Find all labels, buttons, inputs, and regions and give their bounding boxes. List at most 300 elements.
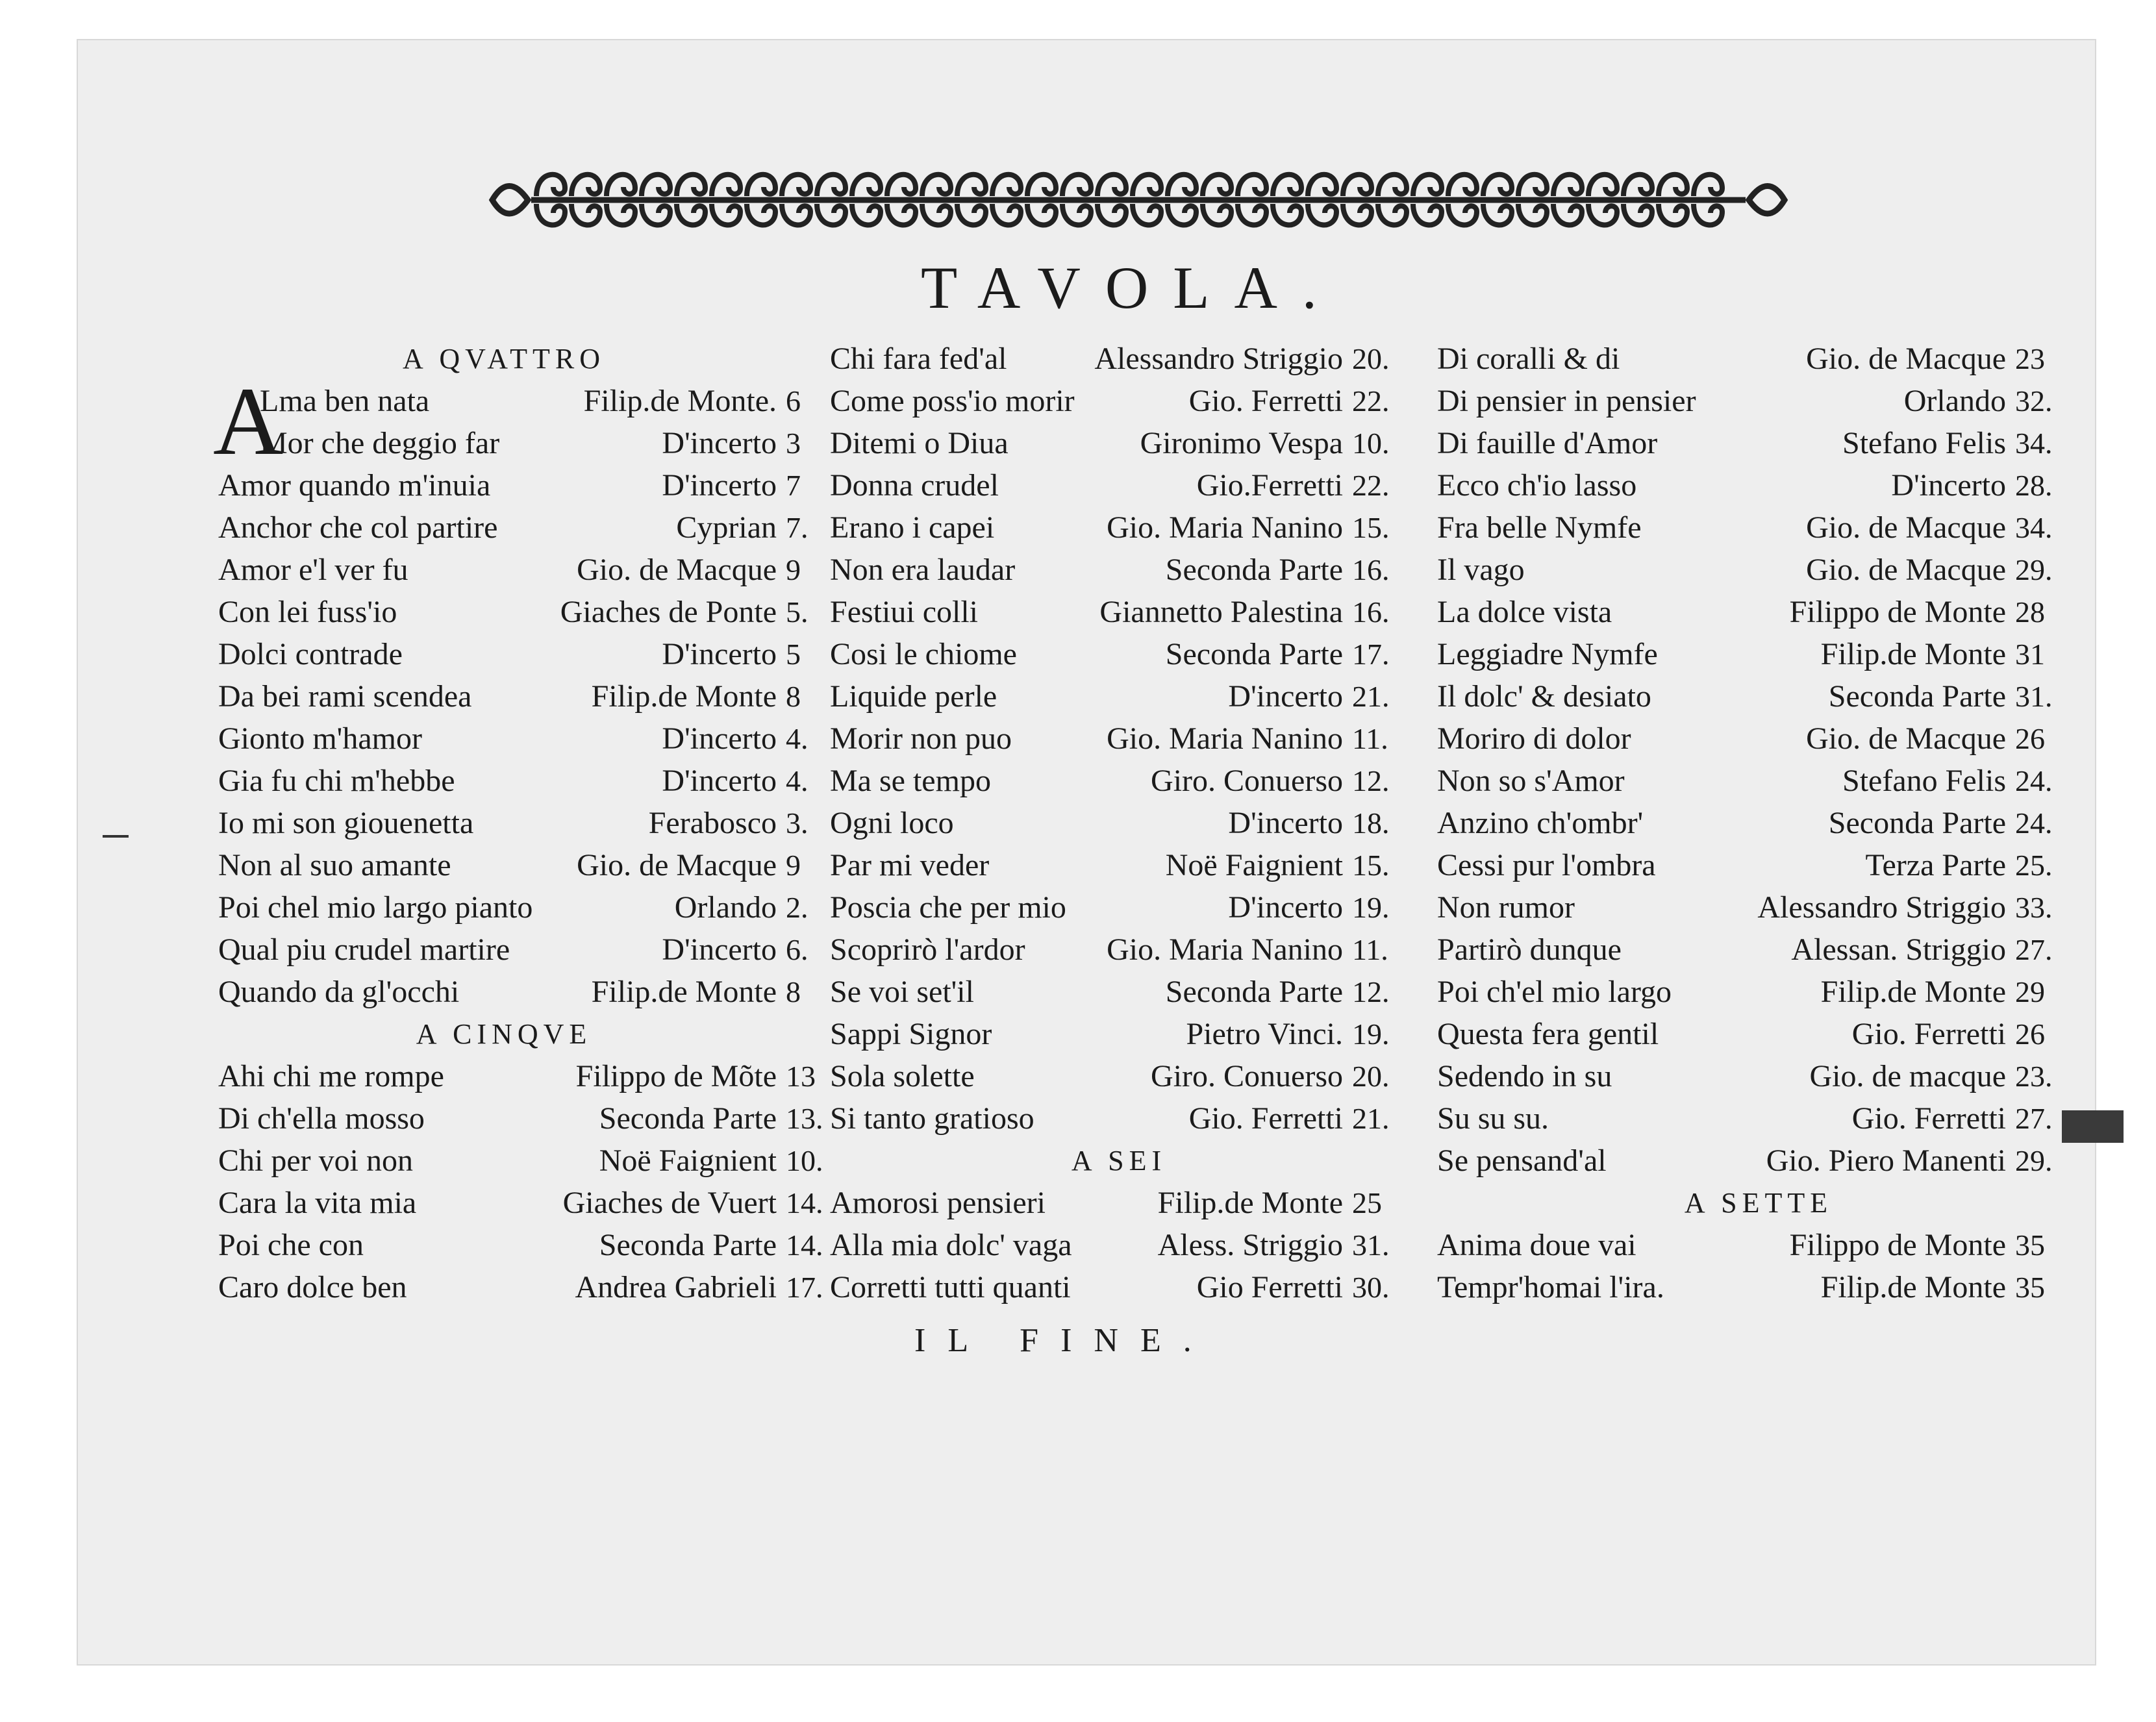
entry-page: 30. <box>1352 1271 1390 1304</box>
entry-composer: Stefano Felis <box>1842 426 2006 460</box>
entry-page: 28 <box>2015 595 2045 629</box>
entry-incipit: Io mi son giouenetta <box>218 806 474 840</box>
entry-composer: Cyprian <box>676 510 777 545</box>
entry-page: 26 <box>2015 1017 2045 1051</box>
entry-page: 35 <box>2015 1229 2045 1262</box>
ornament-scroll <box>1133 175 1161 196</box>
entry-incipit: Sola solette <box>830 1059 975 1093</box>
entry-composer: Gio. Ferretti <box>1851 1101 2006 1136</box>
entry-page: 29 <box>2015 975 2045 1008</box>
table-row <box>218 549 842 591</box>
ornament-scroll <box>782 175 810 196</box>
entry-page: 13 <box>786 1060 816 1093</box>
entry-page: 11. <box>1352 722 1388 755</box>
entry-composer: Andrea Gabrieli <box>575 1270 777 1304</box>
table-row <box>830 1055 1408 1097</box>
entry-incipit: Da bei rami scendea <box>218 679 472 714</box>
entry-incipit: Ditemi o Diua <box>830 426 1009 460</box>
entry-composer: Gio. Ferretti <box>1188 384 1343 418</box>
ornament-scroll <box>1308 175 1336 196</box>
entry-incipit: Gionto m'hamor <box>218 721 422 756</box>
ornament-scroll <box>607 175 635 196</box>
table-row <box>1437 718 2080 760</box>
ornament-scroll <box>1203 204 1231 225</box>
entry-page: 15. <box>1352 849 1390 882</box>
entry-composer: Noë Faignient <box>1165 848 1343 882</box>
entry-composer: Filip.de Monte. <box>583 384 777 418</box>
ornament-scroll <box>677 175 705 196</box>
entry-incipit: Alla mia dolc' vaga <box>830 1228 1072 1262</box>
entry-composer: D'incerto <box>1228 806 1343 840</box>
entry-page: 16. <box>1352 595 1390 629</box>
entry-composer: Filip.de Monte <box>1820 637 2006 671</box>
entry-incipit: Donna crudel <box>830 468 999 503</box>
table-row <box>218 1182 842 1224</box>
ornament-scroll <box>1308 204 1336 225</box>
entry-page: 32. <box>2015 384 2053 418</box>
entry-composer: Filippo de Monte <box>1789 1228 2006 1262</box>
entry-page: 2. <box>786 891 808 924</box>
table-row <box>1437 1055 2080 1097</box>
entry-composer: Gio. Piero Manenti <box>1766 1143 2006 1178</box>
ornament-scroll <box>1027 175 1056 196</box>
entry-page: 11. <box>1352 933 1388 966</box>
table-row <box>830 422 1408 464</box>
entry-page: 17. <box>786 1271 823 1304</box>
drop-cap: A <box>213 368 284 475</box>
table-row <box>218 971 842 1013</box>
ornament-scroll <box>1518 204 1547 225</box>
entry-page: 20. <box>1352 1060 1390 1093</box>
entry-incipit: Par mi veder <box>830 848 990 882</box>
end-text: IL FINE. <box>914 1322 1214 1359</box>
entry-composer: Gio. Maria Nanino <box>1107 721 1343 756</box>
entry-incipit: Questa fera gentil <box>1437 1017 1659 1051</box>
entry-page: 29. <box>2015 1144 2053 1177</box>
ornament-scroll <box>817 175 846 196</box>
entry-incipit: Di fauille d'Amor <box>1437 426 1658 460</box>
entry-page: 16. <box>1352 553 1390 586</box>
ornament-scroll <box>1203 175 1231 196</box>
table-row <box>218 929 842 971</box>
entry-composer: Gio. de Macque <box>1806 342 2006 376</box>
table-row <box>830 506 1408 549</box>
table-row <box>1437 633 2080 675</box>
ornament-scroll <box>1273 204 1301 225</box>
entry-page: 35 <box>2015 1271 2045 1304</box>
table-row <box>218 633 842 675</box>
table-row <box>830 1182 1408 1224</box>
entry-incipit: Amorosi pensieri <box>830 1186 1046 1220</box>
entry-incipit: Con lei fuss'io <box>218 595 397 629</box>
entry-page: 4. <box>786 764 808 797</box>
entry-composer: Gio. de Macque <box>1806 721 2006 756</box>
ornament-scroll <box>957 175 986 196</box>
entry-incipit: Sappi Signor <box>830 1017 992 1051</box>
entry-composer: Gironimo Vespa <box>1140 426 1343 460</box>
table-row <box>218 1097 842 1140</box>
entry-incipit: Moriro di dolor <box>1437 721 1631 756</box>
entry-composer: Seconda Parte <box>599 1228 777 1262</box>
entry-composer: Gio. de Macque <box>577 848 777 882</box>
ornament-scroll <box>607 204 635 225</box>
page-title: TAVOLA. <box>921 255 1342 321</box>
entry-page: 7. <box>786 511 808 544</box>
entry-page: 21. <box>1352 680 1390 713</box>
ornament-scroll <box>1518 175 1547 196</box>
entry-composer: Gio. Maria Nanino <box>1107 932 1343 967</box>
entry-incipit: Corretti tutti quanti <box>830 1270 1071 1304</box>
entry-incipit: Cessi pur l'ombra <box>1437 848 1656 882</box>
table-row <box>830 760 1408 802</box>
entry-composer: Gio Ferretti <box>1196 1270 1343 1304</box>
table-row <box>218 380 842 422</box>
entry-page: 31 <box>2015 638 2045 671</box>
entry-page: 10. <box>786 1144 823 1177</box>
entry-composer: Alessandro Striggio <box>1094 342 1343 376</box>
ornament-scroll <box>922 175 951 196</box>
ornament-scroll <box>536 175 565 196</box>
entry-incipit: Morir non puo <box>830 721 1012 756</box>
entry-composer: Gio. de Macque <box>577 553 777 587</box>
entry-composer: Giannetto Palestina <box>1099 595 1343 629</box>
table-row <box>218 675 842 718</box>
entry-incipit: Cosi le chiome <box>830 637 1017 671</box>
entry-page: 12. <box>1352 975 1390 1008</box>
ornament-scroll <box>1273 175 1301 196</box>
entry-composer: Giaches de Ponte <box>560 595 777 629</box>
entry-incipit: Ahi chi me rompe <box>218 1059 444 1093</box>
entry-page: 14. <box>786 1229 823 1262</box>
entry-incipit: Amor e'l ver fu <box>218 553 408 587</box>
entry-composer: Orlando <box>674 890 777 925</box>
ornament-scroll <box>677 204 705 225</box>
ornament-scroll <box>1588 204 1617 225</box>
entry-incipit: Caro dolce ben <box>218 1270 407 1304</box>
entry-incipit: Ecco ch'io lasso <box>1437 468 1637 503</box>
table-row <box>1437 591 2080 633</box>
entry-incipit: Il dolc' & desiato <box>1437 679 1651 714</box>
table-row <box>1437 971 2080 1013</box>
ornament-scroll <box>571 204 600 225</box>
entry-page: 26 <box>2015 722 2045 755</box>
entry-composer: Seconda Parte <box>1165 975 1343 1009</box>
entry-composer: Alessandro Striggio <box>1757 890 2006 925</box>
entry-incipit: Festiui colli <box>830 595 978 629</box>
entry-incipit: Erano i capei <box>830 510 995 545</box>
paper-tab-mark <box>2062 1110 2124 1143</box>
ornament-scroll <box>1659 175 1687 196</box>
margin-dash <box>103 835 129 838</box>
ornament-scroll <box>1027 204 1056 225</box>
table-row <box>1437 886 2080 929</box>
ornament-scroll <box>1659 204 1687 225</box>
entry-incipit: Lma ben nata <box>260 384 430 418</box>
entry-page: 15. <box>1352 511 1390 544</box>
entry-composer: Gio. Ferretti <box>1188 1101 1343 1136</box>
table-row <box>218 802 842 844</box>
entry-page: 22. <box>1352 469 1390 502</box>
ornament-scroll <box>747 175 775 196</box>
entry-page: 23. <box>2015 1060 2053 1093</box>
ornament-scroll <box>1413 175 1442 196</box>
ornament-scroll <box>1238 175 1266 196</box>
ornament-scroll <box>1097 175 1126 196</box>
entry-incipit: Partirò dunque <box>1437 932 1622 967</box>
entry-composer: D'incerto <box>662 721 777 756</box>
table-row <box>218 886 842 929</box>
entry-composer: Giro. Conuerso <box>1151 764 1343 798</box>
ornament-scroll <box>747 204 775 225</box>
entry-incipit: Come poss'io morir <box>830 384 1075 418</box>
ornament-scroll <box>1588 175 1617 196</box>
entry-composer: Seconda Parte <box>1165 637 1343 671</box>
ornament-scroll <box>817 204 846 225</box>
ornament-scroll <box>1623 204 1652 225</box>
ornament-scroll <box>1343 175 1372 196</box>
entry-composer: Filip.de Monte <box>591 679 777 714</box>
ornament-scroll <box>1694 204 1722 225</box>
ornament-scroll <box>992 204 1021 225</box>
table-row <box>830 380 1408 422</box>
ornament-scroll <box>852 175 881 196</box>
ornament-scroll <box>642 175 670 196</box>
table-row <box>830 886 1408 929</box>
entry-incipit: Chi per voi non <box>218 1143 413 1178</box>
ornament-scroll <box>1413 204 1442 225</box>
table-row <box>830 844 1408 886</box>
ornament-scroll <box>1097 204 1126 225</box>
table-row <box>830 718 1408 760</box>
entry-incipit: Anzino ch'ombr' <box>1437 806 1644 840</box>
ornament-scroll <box>1238 204 1266 225</box>
section-heading: A SEI <box>1071 1145 1167 1177</box>
entry-incipit: Poi ch'el mio largo <box>1437 975 1672 1009</box>
entry-incipit: Scoprirò l'ardor <box>830 932 1025 967</box>
ornament-scroll <box>1062 204 1091 225</box>
entry-incipit: Mor che deggio far <box>260 426 500 460</box>
section-heading: A QVATTRO <box>402 343 605 375</box>
ornament-scroll <box>1378 204 1407 225</box>
entry-incipit: Non rumor <box>1437 890 1575 925</box>
column-left <box>213 338 842 1308</box>
entry-page: 25 <box>1352 1186 1382 1219</box>
ornament-scroll <box>1623 175 1652 196</box>
entry-composer: Gio. Ferretti <box>1851 1017 2006 1051</box>
entry-page: 4. <box>786 722 808 755</box>
entry-incipit: Quando da gl'occhi <box>218 975 460 1009</box>
table-row <box>218 718 842 760</box>
table-row <box>830 1013 1408 1055</box>
entry-page: 3. <box>786 806 808 840</box>
entry-page: 20. <box>1352 342 1390 375</box>
table-row <box>218 422 842 464</box>
table-row <box>830 929 1408 971</box>
table-row <box>1437 929 2080 971</box>
entry-composer: Filip.de Monte <box>1820 1270 2006 1304</box>
table-row <box>830 1097 1408 1140</box>
entry-composer: Aless. Striggio <box>1157 1228 1343 1262</box>
entry-composer: Filippo de Mõte <box>575 1059 777 1093</box>
entry-page: 19. <box>1352 891 1390 924</box>
entry-incipit: Non so s'Amor <box>1437 764 1625 798</box>
entry-composer: Seconda Parte <box>1828 806 2006 840</box>
entry-composer: Gio.Ferretti <box>1196 468 1343 503</box>
entry-incipit: Si tanto gratioso <box>830 1101 1034 1136</box>
entry-composer: D'incerto <box>1891 468 2006 503</box>
ornament-scroll <box>852 204 881 225</box>
entry-page: 29. <box>2015 553 2053 586</box>
table-row <box>218 506 842 549</box>
entry-composer: Gio. Maria Nanino <box>1107 510 1343 545</box>
ornament-scroll <box>992 175 1021 196</box>
ornament-scroll <box>712 175 740 196</box>
ornament-scroll <box>1448 175 1477 196</box>
ornament-scroll <box>571 175 600 196</box>
entry-incipit: Leggiadre Nymfe <box>1437 637 1658 671</box>
entry-composer: D'incerto <box>662 426 777 460</box>
ornament-scroll <box>1483 204 1512 225</box>
entry-page: 21. <box>1352 1102 1390 1135</box>
entry-incipit: Se pensand'al <box>1437 1143 1607 1178</box>
table-row <box>1437 549 2080 591</box>
entry-incipit: Anima doue vai <box>1437 1228 1636 1262</box>
entry-incipit: Di coralli & di <box>1437 342 1620 376</box>
table-row <box>830 802 1408 844</box>
entry-page: 13. <box>786 1102 823 1135</box>
entry-composer: D'incerto <box>1228 890 1343 925</box>
entry-incipit: Su su su. <box>1437 1101 1549 1136</box>
table-row <box>1437 1140 2080 1182</box>
section-heading: A CINQVE <box>416 1018 592 1050</box>
table-row <box>218 464 842 506</box>
entry-page: 31. <box>1352 1229 1390 1262</box>
entry-incipit: Poi chel mio largo pianto <box>218 890 533 925</box>
entry-incipit: Di pensier in pensier <box>1437 384 1696 418</box>
entry-incipit: Non al suo amante <box>218 848 451 882</box>
table-row <box>830 549 1408 591</box>
table-row <box>1437 844 2080 886</box>
entry-page: 14. <box>786 1186 823 1219</box>
entry-incipit: Cara la vita mia <box>218 1186 417 1220</box>
table-row <box>1437 464 2080 506</box>
table-row <box>830 338 1408 380</box>
entry-incipit: Sedendo in su <box>1437 1059 1612 1093</box>
table-row <box>830 591 1408 633</box>
table-row <box>830 464 1408 506</box>
entry-composer: Alessan. Striggio <box>1791 932 2006 967</box>
entry-page: 3 <box>786 427 801 460</box>
entry-page: 34. <box>2015 427 2053 460</box>
entry-composer: Seconda Parte <box>1165 553 1343 587</box>
entry-composer: Terza Parte <box>1865 848 2006 882</box>
column-right <box>1437 338 2080 1308</box>
ornament-scroll <box>1343 204 1372 225</box>
table-row <box>1437 760 2080 802</box>
table-row <box>830 633 1408 675</box>
ornament-scroll <box>1168 204 1196 225</box>
entry-incipit: Gia fu chi m'hebbe <box>218 764 455 798</box>
table-row <box>830 1224 1408 1266</box>
entry-page: 6. <box>786 933 808 966</box>
entry-page: 5. <box>786 595 808 629</box>
ornament-scroll <box>1553 204 1582 225</box>
entry-page: 9 <box>786 849 801 882</box>
ornament-scroll <box>642 204 670 225</box>
table-row <box>218 591 842 633</box>
entry-composer: Filip.de Monte <box>1157 1186 1343 1220</box>
table-row <box>218 760 842 802</box>
table-row <box>218 1055 842 1097</box>
entry-page: 31. <box>2015 680 2053 713</box>
ornament-scroll <box>1168 175 1196 196</box>
page-sheet <box>77 39 2096 1666</box>
entry-incipit: Poi che con <box>218 1228 364 1262</box>
table-row <box>1437 1224 2080 1266</box>
entry-page: 25. <box>2015 849 2053 882</box>
entry-incipit: Di ch'ella mosso <box>218 1101 425 1136</box>
entry-page: 28. <box>2015 469 2053 502</box>
entry-composer: Gio. de macque <box>1809 1059 2006 1093</box>
entry-composer: Seconda Parte <box>599 1101 777 1136</box>
entry-incipit: Non era laudar <box>830 553 1016 587</box>
entry-incipit: Ma se tempo <box>830 764 991 798</box>
entry-composer: Ferabosco <box>648 806 777 840</box>
table-row <box>218 1140 842 1182</box>
entry-incipit: Anchor che col partire <box>218 510 498 545</box>
table-row <box>1437 1266 2080 1308</box>
ornament-border <box>479 156 1798 243</box>
table-row <box>218 1224 842 1266</box>
table-row <box>830 675 1408 718</box>
entry-page: 9 <box>786 553 801 586</box>
entry-incipit: Se voi set'il <box>830 975 974 1009</box>
entry-incipit: La dolce vista <box>1437 595 1612 629</box>
entry-page: 12. <box>1352 764 1390 797</box>
entry-composer: Giaches de Vuert <box>562 1186 777 1220</box>
entry-composer: Gio. de Macque <box>1806 553 2006 587</box>
ornament-scroll <box>712 204 740 225</box>
entry-composer: Stefano Felis <box>1842 764 2006 798</box>
entry-page: 8 <box>786 975 801 1008</box>
table-row <box>1437 422 2080 464</box>
ornament-scroll <box>957 204 986 225</box>
table-row <box>1437 380 2080 422</box>
entry-page: 19. <box>1352 1017 1390 1051</box>
entry-incipit: Chi fara fed'al <box>830 342 1007 376</box>
entry-page: 17. <box>1352 638 1390 671</box>
table-row <box>1437 1097 2080 1140</box>
ornament-scroll <box>1483 175 1512 196</box>
entry-composer: Giro. Conuerso <box>1151 1059 1343 1093</box>
table-row <box>830 1266 1408 1308</box>
entry-incipit: Fra belle Nymfe <box>1437 510 1642 545</box>
ornament-scroll <box>887 204 916 225</box>
entry-page: 7 <box>786 469 801 502</box>
entry-page: 24. <box>2015 764 2053 797</box>
entry-incipit: Dolci contrade <box>218 637 403 671</box>
entry-page: 8 <box>786 680 801 713</box>
entry-page: 6 <box>786 384 801 418</box>
entry-composer: Filippo de Monte <box>1789 595 2006 629</box>
entry-incipit: Poscia che per mio <box>830 890 1066 925</box>
ornament-scroll <box>1133 204 1161 225</box>
table-row <box>1437 338 2080 380</box>
entry-page: 18. <box>1352 806 1390 840</box>
entry-page: 33. <box>2015 891 2053 924</box>
entry-page: 34. <box>2015 511 2053 544</box>
column-middle <box>830 338 1408 1308</box>
